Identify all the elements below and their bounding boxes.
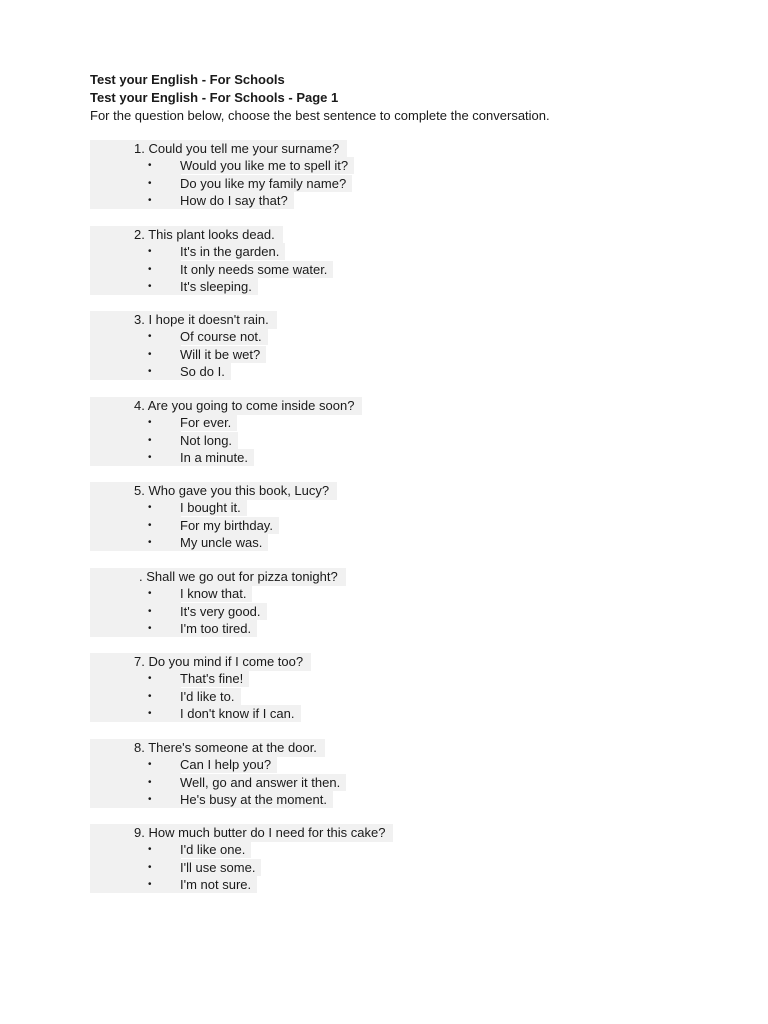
- answer-option: [148, 688, 241, 705]
- bullet-icon: •: [148, 434, 152, 446]
- document-header: [90, 71, 710, 125]
- bullet-icon: •: [148, 160, 152, 171]
- answer-option-text: It's sleeping.: [180, 278, 258, 295]
- answer-option: [148, 449, 254, 466]
- bullet-icon: •: [148, 178, 152, 189]
- answer-option-text: My uncle was.: [180, 534, 268, 551]
- answer-option: [148, 175, 352, 192]
- bullet-icon: •: [148, 331, 152, 342]
- answer-option-text: Of course not.: [180, 328, 268, 345]
- question-block: [90, 311, 650, 380]
- question-prompt: 3. I hope it doesn't rain.: [134, 311, 277, 329]
- bullet-icon: •: [148, 349, 152, 360]
- answer-option-text: For my birthday.: [180, 517, 279, 534]
- answer-option: [148, 534, 268, 551]
- answer-option: [148, 157, 354, 174]
- bullet-icon: •: [148, 245, 152, 257]
- bullet-icon: •: [148, 587, 152, 599]
- answer-option: [148, 876, 257, 893]
- answer-option-text: I'm too tired.: [180, 620, 257, 637]
- bullet-icon: •: [148, 451, 152, 463]
- answer-option: [148, 603, 267, 620]
- bullet-icon: •: [148, 758, 152, 770]
- question-block: [90, 140, 650, 209]
- bullet-icon: •: [148, 195, 152, 206]
- bullet-icon: •: [148, 776, 152, 788]
- question-block: [90, 739, 650, 808]
- answer-option: [148, 517, 279, 534]
- question-block: [90, 824, 650, 893]
- bullet-icon: •: [148, 502, 152, 513]
- answer-option: [148, 841, 251, 858]
- answer-option-text: I'd like to.: [180, 688, 241, 705]
- bullet-icon: •: [148, 605, 152, 617]
- answer-option-text: I'd like one.: [180, 841, 251, 858]
- bullet-icon: •: [148, 520, 152, 531]
- question-prompt: 7. Do you mind if I come too?: [134, 653, 311, 671]
- instructions-text: For the question below, choose the best sentence to complete the conversation.: [90, 108, 550, 123]
- question-prompt: 8. There's someone at the door.: [134, 739, 325, 757]
- answer-option: [148, 414, 237, 431]
- answer-option: [148, 499, 247, 516]
- answer-option: [148, 278, 258, 295]
- bullet-icon: •: [148, 263, 152, 275]
- bullet-icon: •: [148, 366, 152, 377]
- answer-option: [148, 585, 252, 602]
- answer-option-text: Would you like me to spell it?: [180, 157, 354, 174]
- answer-option: [148, 670, 249, 687]
- answer-option-text: Will it be wet?: [180, 346, 266, 363]
- question-prompt: 4. Are you going to come inside soon?: [134, 397, 362, 415]
- answer-option: [148, 328, 268, 345]
- bullet-icon: •: [148, 280, 152, 292]
- answer-option: [148, 192, 294, 209]
- document-title: Test your English - For Schools: [90, 72, 285, 87]
- question-prompt: 1. Could you tell me your surname?: [134, 140, 347, 158]
- question-block: [90, 653, 650, 722]
- answer-option: [148, 791, 333, 808]
- question-prompt: 5. Who gave you this book, Lucy?: [134, 482, 337, 500]
- answer-option-text: I'll use some.: [180, 859, 261, 876]
- answer-option: [148, 756, 277, 773]
- question-prompt: 2. This plant looks dead.: [134, 226, 283, 244]
- question-block: [90, 482, 650, 551]
- answer-option-text: He's busy at the moment.: [180, 791, 333, 808]
- answer-option: [148, 261, 333, 278]
- answer-option: [148, 859, 261, 876]
- question-prompt: 9. How much butter do I need for this cake?: [134, 824, 393, 842]
- bullet-icon: •: [148, 416, 152, 428]
- answer-option: [148, 620, 257, 637]
- question-prompt: . Shall we go out for pizza tonight?: [139, 568, 346, 586]
- answer-option-text: I'm not sure.: [180, 876, 257, 893]
- answer-option: [148, 346, 266, 363]
- answer-option-text: Can I help you?: [180, 756, 277, 773]
- document-subtitle: Test your English - For Schools - Page 1: [90, 90, 339, 105]
- question-block: [90, 397, 650, 466]
- answer-option-text: I bought it.: [180, 499, 247, 516]
- answer-option-text: Not long.: [180, 432, 238, 449]
- answer-option: [148, 243, 285, 260]
- question-block: [90, 226, 650, 295]
- answer-option: [148, 705, 301, 722]
- answer-option-text: I know that.: [180, 585, 252, 602]
- answer-option-text: How do I say that?: [180, 192, 294, 209]
- answer-option-text: It's very good.: [180, 603, 267, 620]
- bullet-icon: •: [148, 622, 152, 634]
- answer-option-text: It only needs some water.: [180, 261, 333, 278]
- bullet-icon: •: [148, 793, 152, 805]
- answer-option-text: So do I.: [180, 363, 231, 380]
- answer-option: [148, 363, 231, 380]
- answer-option-text: Do you like my family name?: [180, 175, 352, 192]
- bullet-icon: •: [148, 691, 152, 702]
- bullet-icon: •: [148, 844, 152, 855]
- answer-option-text: In a minute.: [180, 449, 254, 466]
- bullet-icon: •: [148, 708, 152, 719]
- answer-option-text: Well, go and answer it then.: [180, 774, 346, 791]
- question-block: [90, 568, 650, 637]
- bullet-icon: •: [148, 537, 152, 548]
- bullet-icon: •: [148, 879, 152, 890]
- answer-option-text: I don't know if I can.: [180, 705, 301, 722]
- answer-option-text: For ever.: [180, 414, 237, 431]
- answer-option-text: That's fine!: [180, 670, 249, 687]
- bullet-icon: •: [148, 673, 152, 684]
- answer-option: [148, 774, 346, 791]
- bullet-icon: •: [148, 862, 152, 873]
- answer-option-text: It's in the garden.: [180, 243, 285, 260]
- answer-option: [148, 432, 238, 449]
- question-list: [90, 140, 650, 910]
